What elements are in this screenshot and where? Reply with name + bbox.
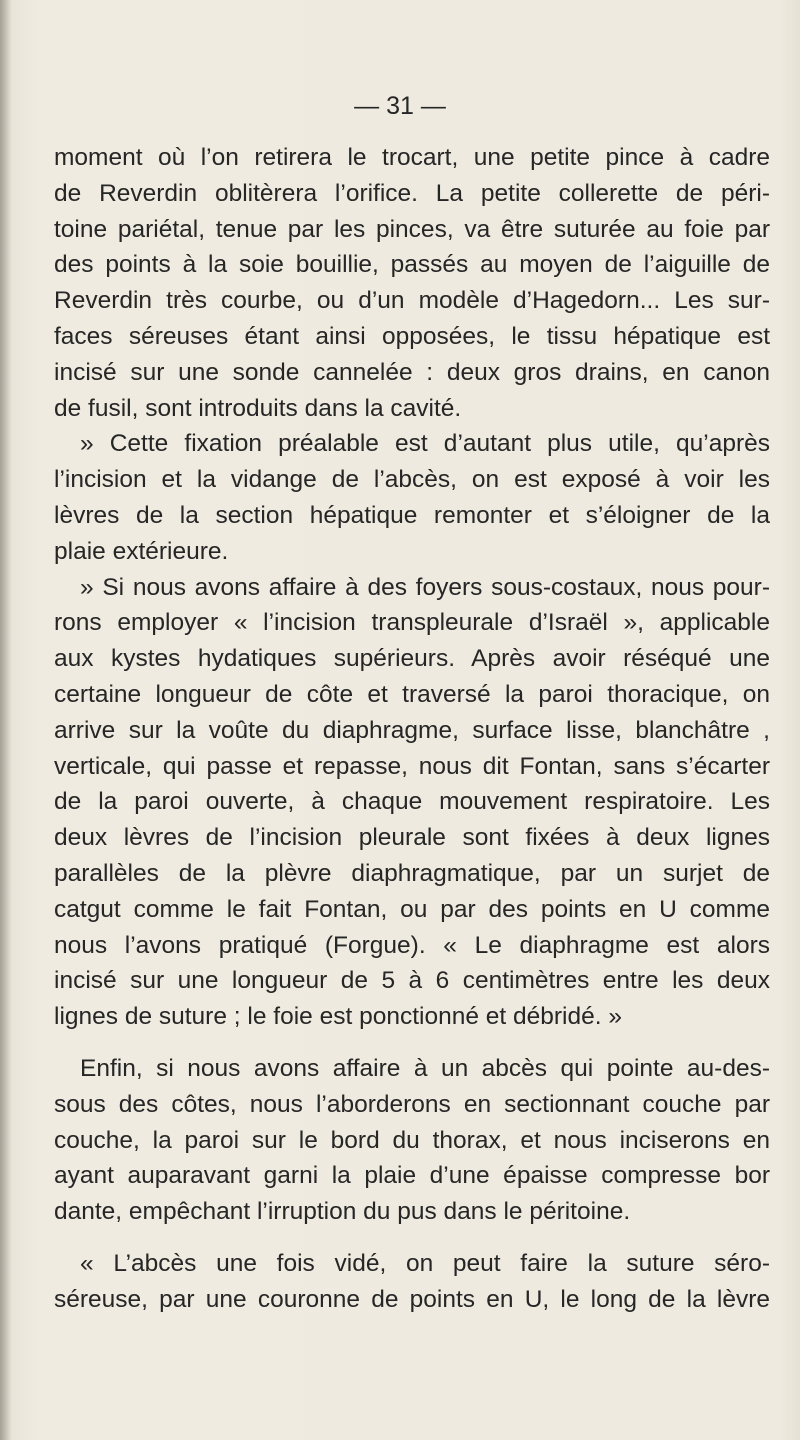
text-line: parallèles de la plèvre diaphragmatique, par un surjet de [54,859,770,887]
text-line: plaie extérieure. [54,537,229,565]
text-line: certaine longueur de côte et traversé la paroi thoracique, on [54,680,770,708]
text-line: faces séreuses étant ainsi opposées, le tissu hépatique est [54,322,770,350]
text-line: aux kystes hydatiques supérieurs. Après avoir réséqué une [54,645,770,673]
page-binding-shadow [0,0,12,1440]
text-line: lignes de suture ; le foie est ponctionné et débridé. » [54,1003,622,1031]
text-line: deux lèvres de l’incision pleurale sont fixées à deux lignes [54,824,770,852]
text-line: de Reverdin oblitèrera l’orifice. La petite collerette de péri- [54,179,770,207]
paragraph [54,1246,770,1318]
text-line: lèvres de la section hépatique remonter et s’éloigner de la [54,501,770,529]
text-line: dante, empêchant l’irruption du pus dans le péritoine. [54,1198,631,1226]
text-line: Reverdin très courbe, ou d’un modèle d’Hagedorn... Les sur- [54,287,770,315]
paragraph-gap [54,1035,770,1051]
text-line: verticale, qui passe et repasse, nous dit Fontan, sans s’écarter [54,752,770,780]
text-line: » Si nous avons affaire à des foyers sous-costaux, nous pour- [80,573,770,601]
text-line: incisé sur une longueur de 5 à 6 centimètres entre les deux [54,967,770,995]
text-line: des points à la soie bouillie, passés au moyen de l’aiguille de [54,251,770,279]
text-line: incisé sur une sonde cannelée : deux gros drains, en canon [54,358,770,386]
body-text [54,140,770,1318]
text-line: arrive sur la voûte du diaphragme, surface lisse, blanchâtre , [54,716,770,744]
text-line: « L’abcès une fois vidé, on peut faire la suture séro- [80,1249,770,1277]
text-line: moment où l’on retirera le trocart, une petite pince à cadre [54,144,770,171]
text-line: de fusil, sont introduits dans la cavité. [54,394,462,422]
text-line: toine pariétal, tenue par les pinces, va être suturée au foie par [54,215,770,243]
page-number: — 31 — [354,92,446,120]
text-line: l’incision et la vidange de l’abcès, on est exposé à voir les [54,466,770,494]
paragraph [54,570,770,1035]
text-line: rons employer « l’incision transpleurale d’Israël », applicable [54,609,770,637]
text-line: catgut comme le fait Fontan, ou par des points en U comme [54,895,770,923]
paragraph [54,426,770,569]
text-line: de la paroi ouverte, à chaque mouvement respiratoire. Les [54,788,770,816]
text-line: nous l’avons pratiqué (Forgue). « Le diaphragme est alors [54,931,770,959]
text-line: ayant auparavant garni la plaie d’une épaisse compresse bor [54,1162,770,1190]
text-line: sous des côtes, nous l’aborderons en sectionnant couche par [54,1090,770,1118]
paragraph-gap [54,1230,770,1246]
text-line: » Cette fixation préalable est d’autant plus utile, qu’après [80,430,770,458]
paragraph [54,1051,770,1230]
text-line: couche, la paroi sur le bord du thorax, et nous inciserons en [54,1126,770,1154]
text-line: séreuse, par une couronne de points en U, le long de la lèvre [54,1285,770,1313]
paragraph [54,140,770,426]
text-line: Enfin, si nous avons affaire à un abcès qui pointe au-des- [80,1054,770,1082]
